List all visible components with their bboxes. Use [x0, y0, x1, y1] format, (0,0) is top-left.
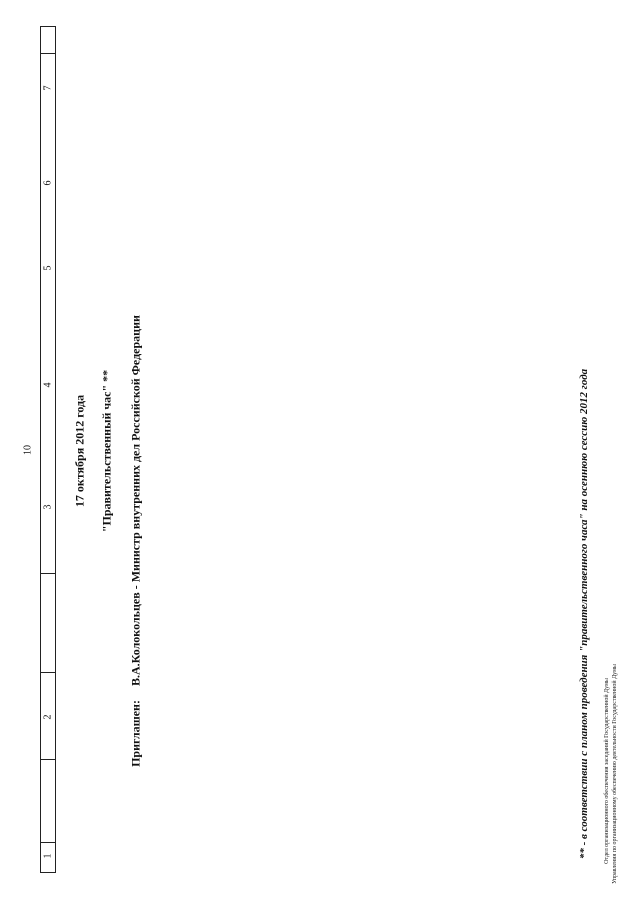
- department-line-2: Управления по организационному обеспечению деятельности Государственной Думы: [612, 664, 618, 884]
- column-divider: [41, 573, 55, 574]
- department-line-1: Отдел организационного обеспечения заседаний Государственной Думы: [604, 678, 610, 864]
- invited-person: В.А.Колокольцев - Министр внутренних дел Российской Федерации: [128, 315, 143, 687]
- invited-label: Приглашен:: [128, 700, 143, 767]
- column-header-row: [40, 26, 56, 873]
- column-number-5: 5: [42, 265, 54, 271]
- invited-line: [129, 315, 144, 767]
- column-number-3: 3: [42, 504, 54, 510]
- footnote: ** - в соответствии с планом проведения "правительственного часа" на осеннюю сессию 2012 года: [578, 368, 590, 860]
- session-date: 17 октября 2012 года: [72, 394, 87, 508]
- column-divider: [41, 53, 55, 54]
- column-number-1: 1: [42, 853, 54, 859]
- column-divider: [41, 759, 55, 760]
- column-divider: [41, 842, 55, 843]
- event-title: "Правительственный час" **: [99, 369, 114, 533]
- column-number-2: 2: [42, 714, 54, 720]
- page-number: 10: [22, 445, 34, 455]
- column-number-7: 7: [42, 85, 54, 91]
- column-number-4: 4: [42, 382, 54, 388]
- column-number-6: 6: [42, 180, 54, 186]
- column-divider: [41, 672, 55, 673]
